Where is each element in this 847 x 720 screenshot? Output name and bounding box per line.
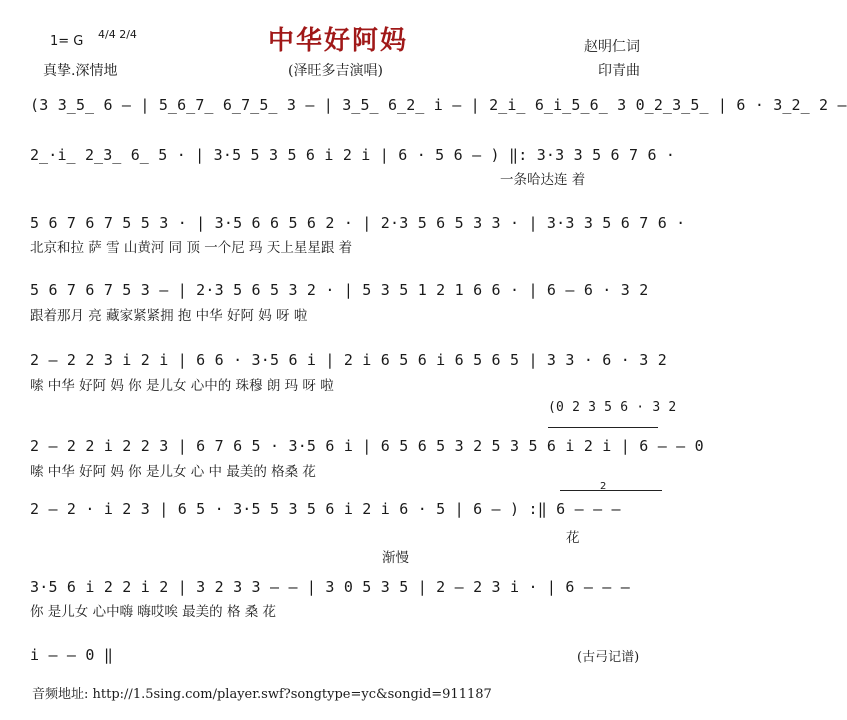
score-row-1-notes: (3 3̲5̲ 6 – | 5̲6̲7̲ 6̲7̲5̲ 3 – | 3̲5̲ 6̲2̲ i – | 2̲i̲ 6̲i̲5̲6̲ 3 0̲2̲3̲5̲ | 6 · 3̲2̲ 2 – [30, 96, 847, 114]
tempo-mark: 渐慢 [382, 550, 409, 566]
score-row-7-lyrics: 花 [566, 530, 580, 546]
score-row-5-notes: 2 – 2 2 3 i 2 i | 6 6 · 3·5 6 i | 2 i 6 5 6 i 6 5 6 5 | 3 3 · 6 · 3 2 [30, 351, 667, 369]
score-row-2-lyrics: 一条哈达连 着 [500, 172, 586, 188]
score-row-4-lyrics: 跟着那月 亮 藏家紧紧拥 抱 中华 好阿 妈 呀 啦 [30, 308, 308, 324]
composer: 印青曲 [598, 63, 640, 79]
score-row-3-lyrics: 北京和拉 萨 雪 山黄河 同 顶 一个尼 玛 天上星星跟 着 [30, 240, 353, 256]
volta-2-number: 2 [600, 481, 607, 492]
expression-mark: 真挚.深情地 [43, 63, 118, 79]
score-row-8-notes: 3·5 6 i 2 2 i 2 | 3 2 3 3 – – | 3 0 5 3 5 | 2 – 2 3 i · | 6 – – – [30, 578, 630, 596]
key-signature: 1= G [50, 34, 84, 49]
score-row-6-notes: 2 – 2 2 i 2 2 3 | 6 7 6 5 · 3·5 6 i | 6 5 6 5 3 2 5 3 5 6 i 2 i | 6 – – 0 [30, 437, 704, 455]
volta-2-bracket [560, 490, 662, 491]
volta-1-bracket [548, 427, 658, 428]
score-row-3-notes: 5 6 7 6 7 5 5 3 · | 3·5 6 6 5 6 2 · | 2·3 5 6 5 3 3 · | 3·3 3 5 6 7 6 · [30, 214, 686, 232]
singer: (泽旺多吉演唱) [288, 63, 383, 79]
score-row-4-notes: 5 6 7 6 7 5 3 – | 2·3 5 6 5 3 2 · | 5 3 5 1 2 1 6 6 · | 6 – 6 · 3 2 [30, 281, 649, 299]
score-row-8-lyrics: 你 是儿女 心中嗨 嗨哎唉 最美的 格 桑 花 [30, 604, 277, 620]
score-row-6-lyrics: 嗦 中华 好阿 妈 你 是儿女 心 中 最美的 格桑 花 [30, 464, 316, 480]
lyricist: 赵明仁词 [584, 39, 640, 55]
audio-line [32, 683, 492, 702]
score-row-6-aside: (0 2 3 5 6 · 3 2 [548, 400, 677, 415]
score-row-9-notes: i – – 0 ‖ [30, 646, 114, 664]
score-row-7-notes: 2 – 2 · i 2 3 | 6 5 · 3·5 5 3 5 6 i 2 i 6 · 5 | 6 – ) :‖ 6 – – – [30, 500, 621, 518]
score-row-2-notes: 2̲·i̲ 2̲3̲ 6̲ 5 · | 3·5 5 3 5 6 i 2 i | 6 · 5 6 – ) ‖: 3·3 3 5 6 7 6 · [30, 146, 676, 164]
transcriber: (古弓记谱) [577, 650, 640, 665]
audio-label: 音频地址: [32, 687, 89, 702]
time-signature-text: 4/4 2/4 [98, 28, 137, 41]
score-row-5-lyrics: 嗦 中华 好阿 妈 你 是儿女 心中的 珠穆 朗 玛 呀 啦 [30, 378, 334, 394]
time-signature [98, 30, 137, 40]
song-title: 中华好阿妈 [268, 26, 409, 56]
audio-url[interactable]: http://1.5sing.com/player.swf?songtype=yc&songid=911187 [92, 687, 492, 702]
